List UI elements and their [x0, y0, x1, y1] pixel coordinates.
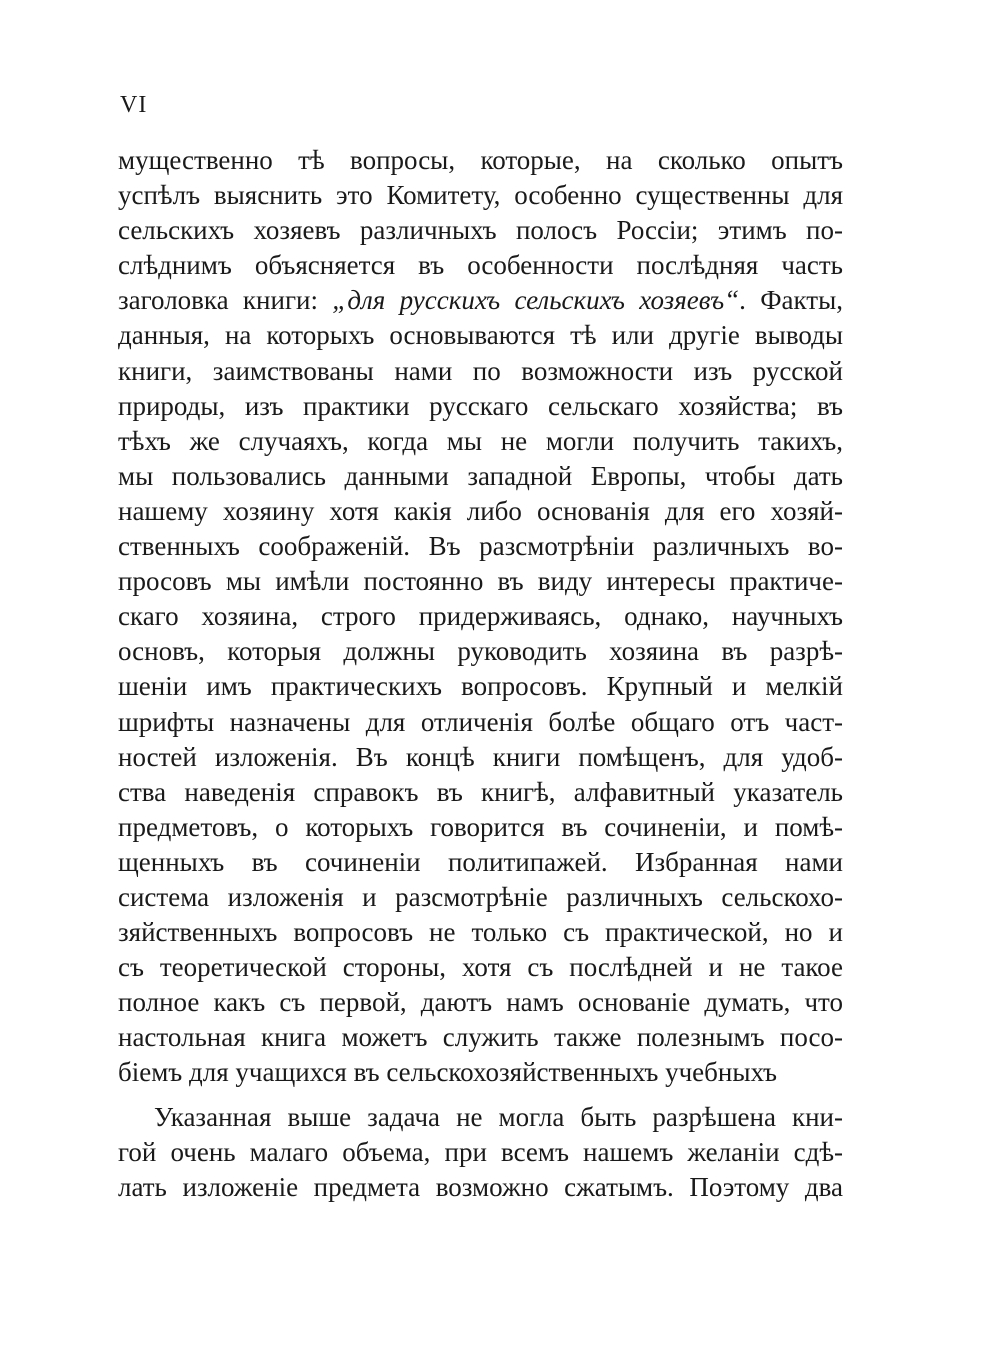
- text-line: просовъ мы имѣли постоянно въ виду интересы практиче-: [118, 566, 843, 597]
- text-line: тѣхъ же случаяхъ, когда мы не могли получить такихъ,: [118, 425, 843, 456]
- text-line-with-italic: [118, 283, 843, 318]
- text-line: система изложенія и разсмотрѣніе различныхъ сельскохо-: [118, 881, 843, 912]
- paragraph-1: [118, 143, 843, 1091]
- text-line: нашему хозяину хотя какія либо основанія для его хозяй-: [118, 495, 843, 526]
- text-line: зяйственныхъ вопросовъ не только съ практической, но и: [118, 917, 843, 948]
- text-line: настольная книга можетъ служить также полезнымъ посо-: [118, 1022, 843, 1053]
- italic-title-phrase: „для русскихъ сельскихъ хозяевъ“: [332, 285, 740, 316]
- text-line: полное какъ съ первой, даютъ намъ основаніе думать, что: [118, 987, 843, 1018]
- text-line: скаго хозяина, строго придерживаясь, однако, научныхъ: [118, 601, 843, 632]
- text-line: слѣднимъ объясняется въ особенности послѣдняя часть: [118, 250, 843, 281]
- text-line: мы пользовались данными западной Европы, чтобы дать: [118, 460, 843, 491]
- text-segment: . Факты,: [739, 285, 843, 316]
- text-line: природы, изъ практики русскаго сельскаго хозяйства; въ: [118, 390, 843, 421]
- text-segment: заголовка книги:: [118, 285, 333, 316]
- text-line: ства наведенія справокъ въ книгѣ, алфавитный указатель: [118, 776, 843, 807]
- paragraph-2: [118, 1100, 843, 1205]
- text-line: біемъ для учащихся въ сельскохозяйственныхъ учебныхъ: [118, 1057, 777, 1088]
- text-line: Указанная выше задача не могла быть разрѣшена кни-: [154, 1101, 843, 1132]
- text-line: сельскихъ хозяевъ различныхъ полосъ Россіи; этимъ по-: [118, 215, 843, 246]
- page-number: VI: [120, 92, 148, 118]
- text-line: успѣлъ выяснить это Комитету, особенно существенны для: [118, 180, 843, 211]
- text-line: ностей изложенія. Въ концѣ книги помѣщенъ, для удоб-: [118, 741, 843, 772]
- body-text: [118, 143, 843, 1205]
- text-line: данныя, на которыхъ основываются тѣ или другіе выводы: [118, 320, 843, 351]
- text-line: шеніи имъ практическихъ вопросовъ. Крупный и мелкій: [118, 671, 843, 702]
- text-line: мущественно тѣ вопросы, которые, на сколько опытъ: [118, 145, 843, 175]
- text-line: лать изложеніе предмета возможно сжатымъ. Поэтому два: [118, 1171, 843, 1202]
- text-line: книги, заимствованы нами по возможности изъ русской: [118, 355, 843, 386]
- paragraph-gap: [118, 1091, 843, 1100]
- text-line: гой очень малаго объема, при всемъ нашемъ желаніи сдѣ-: [118, 1136, 843, 1167]
- text-line: шрифты назначены для отличенія болѣе общаго отъ част-: [118, 706, 843, 737]
- text-line: съ теоретической стороны, хотя съ послѣдней и не такое: [118, 952, 843, 983]
- text-line: щенныхъ въ сочиненіи политипажей. Избранная нами: [118, 846, 843, 877]
- text-line: ственныхъ соображеній. Въ разсмотрѣніи различныхъ во-: [118, 531, 843, 562]
- text-line: основъ, которыя должны руководить хозяина въ разрѣ-: [118, 636, 843, 667]
- text-line: предметовъ, о которыхъ говорится въ сочиненіи, и помѣ-: [118, 811, 843, 842]
